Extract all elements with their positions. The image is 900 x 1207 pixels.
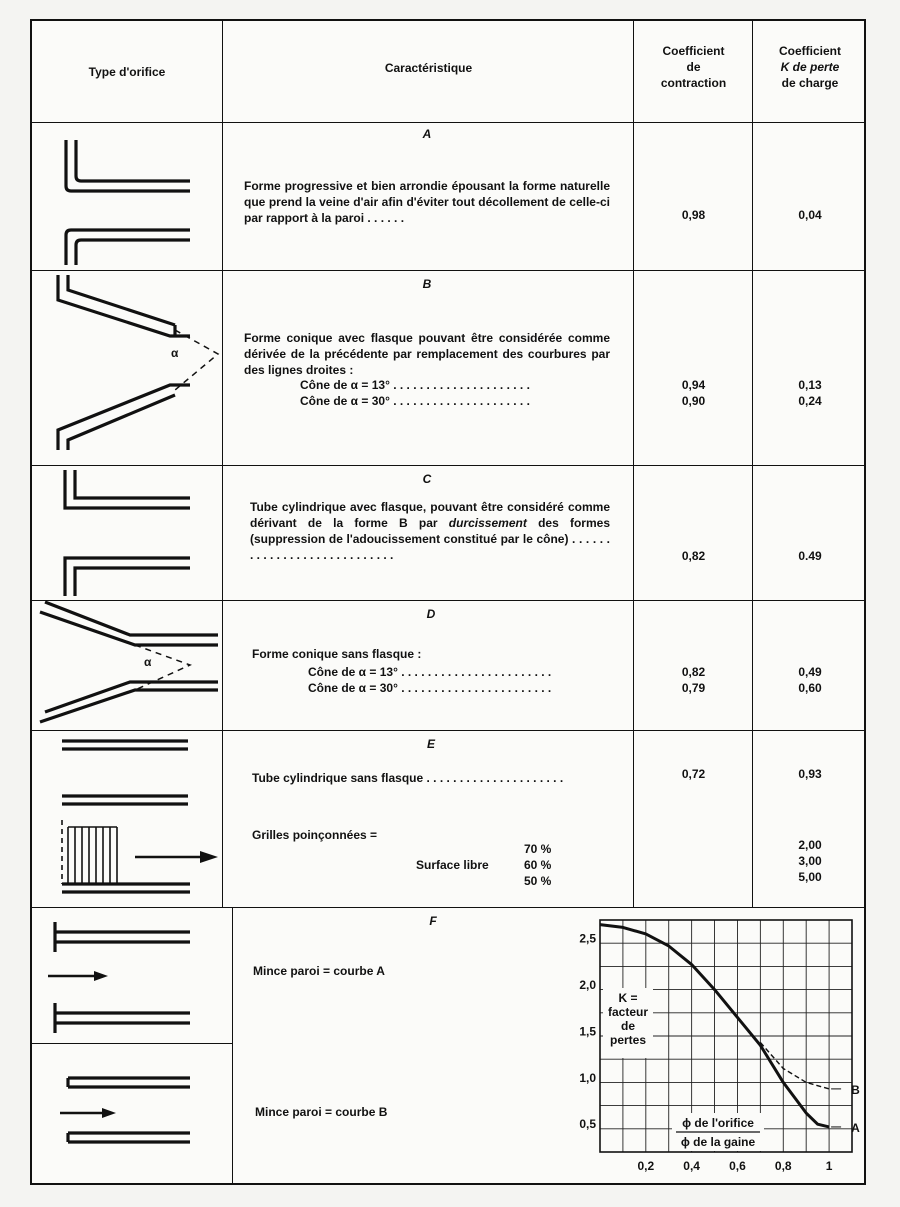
y-tick-label: 2,5 bbox=[579, 931, 596, 946]
row-e-k: 0,93 bbox=[798, 767, 822, 781]
x-tick-label: 0,6 bbox=[729, 1159, 746, 1173]
row-a-description: Forme progressive et bien arrondie épousant la forme naturelle que prend la veine d'air afin d'éviter tout décollement de celle-ci par rapport à la paroi . . . . . . bbox=[244, 179, 610, 225]
series-line-b bbox=[760, 1042, 829, 1088]
row-letter-b: B bbox=[422, 277, 432, 291]
x-tick-label: 0,4 bbox=[683, 1159, 700, 1173]
row-a-contraction: 0,98 bbox=[681, 208, 706, 222]
row-b-k-30: 0,24 bbox=[798, 394, 822, 408]
surface-libre-label: Surface libre bbox=[416, 858, 489, 872]
courbe-a-label: Mince paroi = courbe A bbox=[253, 964, 385, 978]
row-d-description: Forme conique sans flasque : bbox=[252, 647, 422, 661]
alpha-b: α bbox=[171, 346, 179, 360]
y-tick-label: 1,5 bbox=[579, 1024, 596, 1039]
x-axis-label-denominator: ϕ de la gaine bbox=[680, 1135, 756, 1149]
header-type-orifice: Type d'orifice bbox=[88, 65, 166, 79]
row-letter-a: A bbox=[422, 127, 432, 141]
row-letter-f: F bbox=[429, 914, 437, 928]
row-b-description: Forme conique avec flasque pouvant être considérée comme dérivée de la précédente par remplacement des courbures par des lignes droites : bbox=[244, 331, 610, 377]
row-d-line-30: Cône de α = 30° . . . . . . . . . . . . . . . . . . . . . . . bbox=[308, 681, 552, 695]
x-tick-label: 0,2 bbox=[637, 1159, 655, 1173]
y-axis-label: K = bbox=[618, 991, 638, 1005]
x-tick-label: 1 bbox=[825, 1159, 833, 1173]
surface-pct-50: 50 % bbox=[524, 874, 552, 888]
row-b-contraction-30: 0,90 bbox=[681, 394, 706, 408]
y-axis-label: facteur bbox=[607, 1005, 649, 1019]
row-d-contraction-30: 0,79 bbox=[681, 681, 706, 695]
row-d-line-13: Cône de α = 13° . . . . . . . . . . . . . . . . . . . . . . . bbox=[308, 665, 552, 679]
grilles-k-50: 5,00 bbox=[798, 870, 822, 884]
row-b-line-30: Cône de α = 30° . . . . . . . . . . . . . . . . . . . . . bbox=[300, 394, 530, 408]
row-d-contraction-13: 0,82 bbox=[681, 665, 706, 679]
row-letter-d: D bbox=[426, 607, 436, 621]
header-coefficient-contraction: Coefficient de contraction bbox=[660, 44, 727, 90]
y-tick-label: 0,5 bbox=[579, 1117, 596, 1132]
y-tick-label: 1,0 bbox=[579, 1070, 596, 1085]
row-a-k: 0,04 bbox=[798, 208, 822, 222]
series-label-a: A bbox=[851, 1120, 860, 1135]
courbe-b-label: Mince paroi = courbe B bbox=[255, 1105, 388, 1119]
row-letter-e: E bbox=[426, 737, 435, 751]
row-d-k-13: 0,49 bbox=[798, 665, 822, 679]
header-coefficient-perte: Coefficient K de perte de charge bbox=[778, 44, 841, 90]
grilles-k-70: 2,00 bbox=[798, 838, 822, 852]
row-b-line-13: Cône de α = 13° . . . . . . . . . . . . . . . . . . . . . bbox=[300, 378, 530, 392]
surface-pct-70: 70 % bbox=[524, 842, 552, 856]
row-e-contraction: 0,72 bbox=[681, 767, 706, 781]
header-caracteristique: Caractéristique bbox=[384, 61, 473, 75]
grilles-label: Grilles poinçonnées = bbox=[252, 828, 378, 842]
y-axis-label: pertes bbox=[609, 1033, 647, 1047]
row-b-k-13: 0,13 bbox=[798, 378, 822, 392]
y-tick-label: 2,0 bbox=[579, 977, 596, 992]
grilles-k-60: 3,00 bbox=[798, 854, 822, 868]
row-letter-c: C bbox=[422, 472, 432, 486]
row-d-k-30: 0,60 bbox=[798, 681, 822, 695]
x-axis-label-numerator: ϕ de l'orifice bbox=[682, 1116, 754, 1130]
alpha-d: α bbox=[144, 655, 152, 669]
row-e-description: Tube cylindrique sans flasque . . . . . . . . . . . . . . . . . . . . . bbox=[252, 771, 564, 785]
row-c-description: Tube cylindrique avec flasque, pouvant être considéré comme dérivant de la forme B par durcissement des formes (suppression de l'adoucissement constitué par le cône) . . . . . . . . . . . . . . . . . . . . . . . . . . . . bbox=[250, 500, 610, 562]
row-c-contraction: 0,82 bbox=[681, 549, 706, 563]
surface-pct-60: 60 % bbox=[524, 858, 552, 872]
row-c-k: 0.49 bbox=[798, 549, 822, 563]
y-axis-label: de bbox=[620, 1019, 636, 1033]
row-b-contraction-13: 0,94 bbox=[681, 378, 706, 392]
series-label-b: B bbox=[851, 1082, 860, 1097]
x-tick-label: 0,8 bbox=[774, 1159, 792, 1173]
